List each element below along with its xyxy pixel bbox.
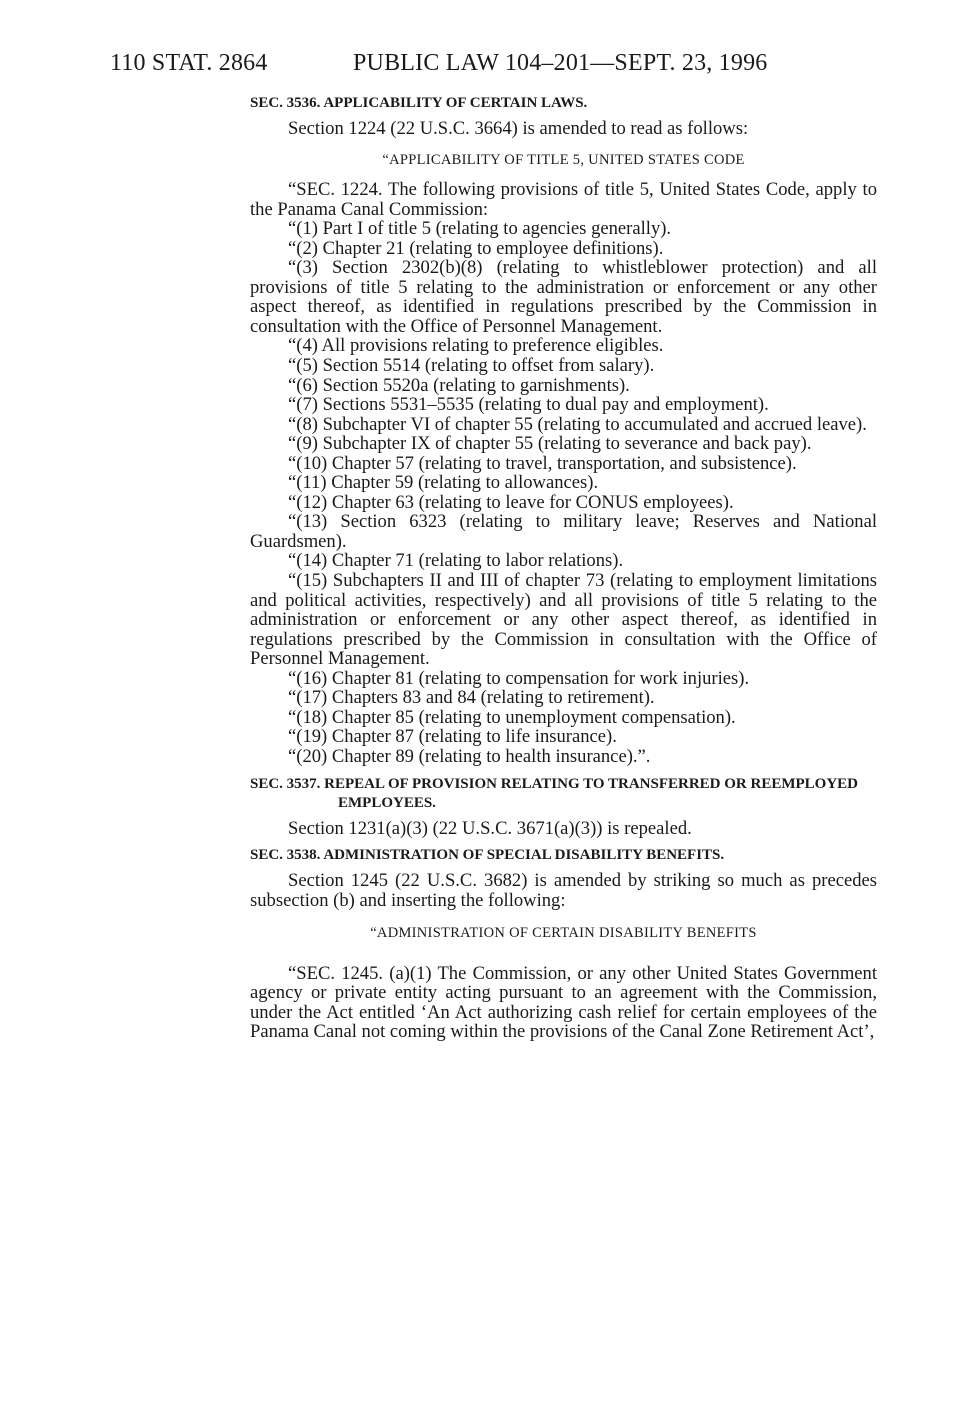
list-item: “(18) Chapter 85 (relating to unemployment compensation).	[288, 706, 736, 728]
document-body	[250, 94, 877, 1042]
list-item: “(11) Chapter 59 (relating to allowances).	[288, 472, 599, 494]
list-item: “(16) Chapter 81 (relating to compensation for work injuries).	[288, 667, 750, 689]
section-heading-3537: SEC. 3537. REPEAL OF PROVISION RELATING TO TRANSFERRED OR REEMPLOYED EMPLOYEES.	[250, 775, 859, 811]
section-caption-3538: “ADMINISTRATION OF CERTAIN DISABILITY BENEFITS	[370, 925, 757, 942]
page-header	[110, 50, 770, 77]
list-item: “(1) Part I of title 5 (relating to agencies generally).	[288, 218, 672, 240]
section-intro-3538: Section 1245 (22 U.S.C. 3682) is amended by striking so much as precedes subsection (b) and inserting the following:	[250, 870, 877, 911]
section-caption-3536: “APPLICABILITY OF TITLE 5, UNITED STATES CODE	[382, 151, 745, 168]
list-item: “(5) Section 5514 (relating to offset from salary).	[288, 355, 655, 377]
section-heading-3538: SEC. 3538. ADMINISTRATION OF SPECIAL DISABILITY BENEFITS.	[250, 847, 725, 864]
section-text-1245: “SEC. 1245. (a)(1) The Commission, or any other United States Government agency or private entity acting pursuant to an agreement with the Commission, under the Act entitled ‘An Act authorizing cash relief for certain employees of the Panama Canal not coming within the provisions of the Canal Zone Retirement Act’,	[250, 962, 877, 1043]
list-item: “(19) Chapter 87 (relating to life insurance).	[288, 726, 617, 748]
statute-citation: 110 STAT. 2864	[110, 50, 268, 76]
list-item: “(14) Chapter 71 (relating to labor relations).	[288, 550, 624, 572]
section-heading-3536: SEC. 3536. APPLICABILITY OF CERTAIN LAWS.	[250, 95, 588, 111]
list-item: “(12) Chapter 63 (relating to leave for CONUS employees).	[288, 491, 734, 513]
list-item: “(20) Chapter 89 (relating to health insurance).”.	[288, 745, 651, 767]
section-intro-3536: Section 1224 (22 U.S.C. 3664) is amended to read as follows:	[288, 118, 749, 139]
list-item: “(9) Subchapter IX of chapter 55 (relating to severance and back pay).	[288, 433, 812, 455]
section-text-3537: Section 1231(a)(3) (22 U.S.C. 3671(a)(3)) is repealed.	[288, 817, 692, 839]
list-item: “(4) All provisions relating to preference eligibles.	[288, 335, 664, 357]
list-item: “(15) Subchapters II and III of chapter 73 (relating to employment limitations and political activities, respectively) and all provisions of title 5 relating to the administration or enforcement or any other aspect thereof, as identified in regulations prescribed by the Commission in consultation with the Office of Personnel Management.	[250, 570, 877, 670]
list-item: “(17) Chapters 83 and 84 (relating to retirement).	[288, 687, 655, 709]
list-item: “(2) Chapter 21 (relating to employee definitions).	[288, 237, 664, 259]
list-item: “(10) Chapter 57 (relating to travel, transportation, and subsistence).	[288, 452, 797, 474]
list-item: “(7) Sections 5531–5535 (relating to dual pay and employment).	[288, 394, 769, 416]
section-lead-1224: “SEC. 1224. The following provisions of title 5, United States Code, apply to the Panama Canal Commission:	[250, 179, 877, 220]
list-item: “(3) Section 2302(b)(8) (relating to whistleblower protection) and all provisions of title 5 relating to the administration or enforcement or any other aspect thereof, as identified in regulations prescribed by the Commission in consultation with the Office of Personnel Management.	[250, 257, 877, 337]
list-item: “(6) Section 5520a (relating to garnishments).	[288, 374, 630, 396]
list-item: “(8) Subchapter VI of chapter 55 (relating to accumulated and accrued leave).	[288, 413, 867, 435]
list-item: “(13) Section 6323 (relating to military leave; Reserves and National Guardsmen).	[250, 511, 877, 552]
provision-list	[250, 219, 877, 766]
public-law-title: PUBLIC LAW 104–201—SEPT. 23, 1996	[353, 50, 768, 76]
